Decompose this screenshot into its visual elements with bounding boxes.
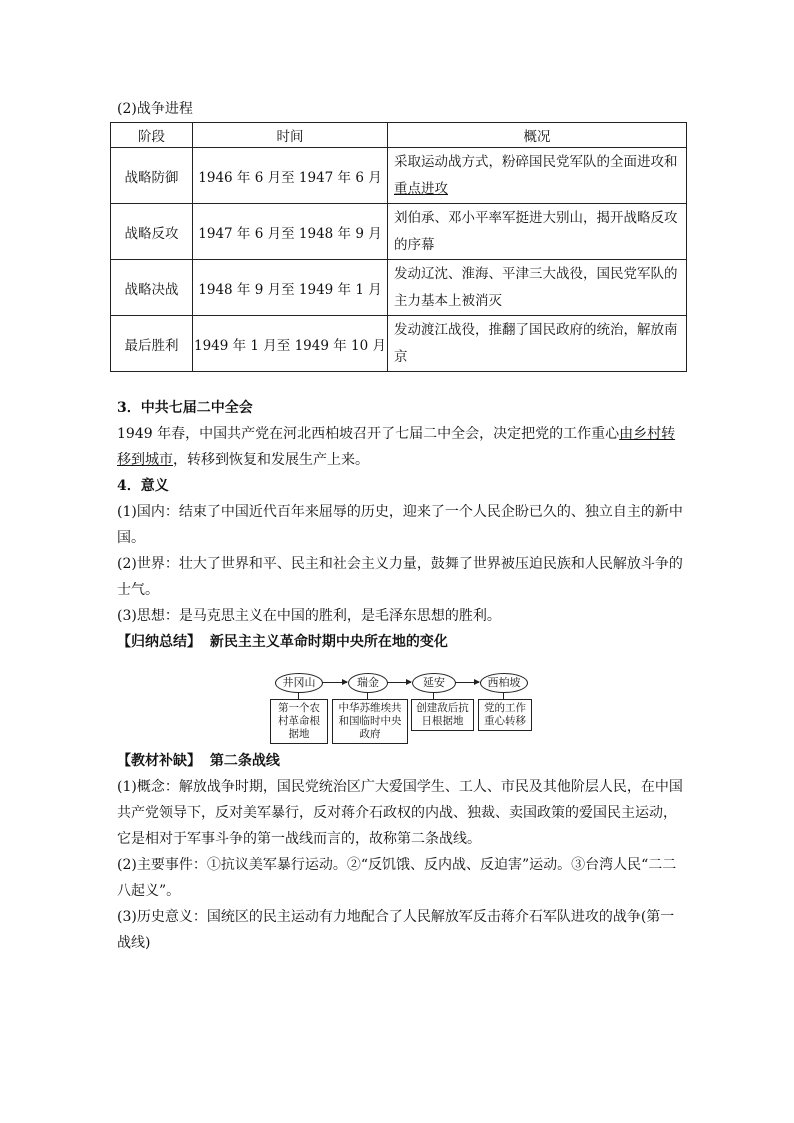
flow-note: 党的工作重心转移: [478, 699, 532, 731]
section-4-title: 4．意义: [117, 478, 169, 494]
flow-node: 延安: [412, 673, 456, 693]
supplement-concept: (1)概念：解放战争时期，国民党统治区广大爱国学生、工人、市民及其他阶层人民，在中国共产党领导下，反对美军暴行，反对蒋介石政权的内战、独裁、卖国政策的爱国民主运动，它是相对于军事斗争的第一战线而言的，故称第二条战线。: [117, 779, 683, 847]
table-row: [111, 260, 687, 316]
flow-note: 第一个农村革命根据地: [270, 699, 328, 744]
time-cell: 1948 年 9 月至 1949 年 1 月: [193, 260, 388, 316]
flow-arrow: [322, 682, 347, 683]
supplement-heading: [117, 748, 687, 774]
stage-cell: 战略决战: [111, 260, 193, 316]
supplement-section: [117, 748, 687, 956]
summary-title: 新民主主义革命时期中央所在地的变化: [209, 634, 448, 650]
war-progress-table: [110, 122, 687, 372]
summary-heading: [117, 629, 687, 655]
flow-node: 西柏坡: [480, 673, 528, 693]
section-3-text: [117, 421, 687, 473]
summary-cell: 刘伯承、邓小平率军挺进大别山，揭开战略反攻的序幕: [388, 204, 687, 260]
supplement-label: 【教材补缺】: [117, 753, 201, 769]
flow-arrow: [387, 682, 411, 683]
table-header-row: [111, 123, 687, 148]
summary-cell: 发动渡江战役，推翻了国民政府的统治，解放南京: [388, 316, 687, 372]
time-cell: 1947 年 6 月至 1948 年 9 月: [193, 204, 388, 260]
section-heading: (2)战争进程: [117, 101, 193, 117]
significance-thought: (3)思想：是马克思主义在中国的胜利，是毛泽东思想的胜利。: [117, 608, 501, 624]
significance-world: (2)世界：壮大了世界和平、民主和社会主义力量，鼓舞了世界被压迫民族和人民解放斗争的士气。: [117, 556, 683, 598]
summary-cell: 发动辽沈、淮海、平津三大战役，国民党军队的主力基本上被消灭: [388, 260, 687, 316]
table-row: [111, 316, 687, 372]
summary-underlined: 重点进攻: [394, 180, 448, 197]
section-3-text-a: 1949 年春，中国共产党在河北西柏坡召开了七届二中全会，决定把党的工作重心: [117, 426, 620, 442]
summary-label: 【归纳总结】: [117, 634, 201, 650]
summary-cell: [388, 148, 687, 204]
flow-node: 井冈山: [275, 673, 323, 693]
table-row: [111, 148, 687, 204]
stage-cell: 最后胜利: [111, 316, 193, 372]
summary-text: 采取运动战方式，粉碎国民党军队的全面进攻和: [394, 153, 678, 170]
section-3-underlined: 由乡村转移到城市: [117, 426, 676, 468]
flow-arrow: [455, 682, 479, 683]
section-3-title: 3．中共七届二中全会: [117, 400, 253, 416]
section-3-text-b: ，转移到恢复和发展生产上来。: [173, 452, 369, 468]
flow-note: 中华苏维埃共和国临时中央政府: [332, 699, 408, 744]
flow-note: 创建敌后抗日根据地: [411, 699, 474, 731]
time-cell: 1946 年 6 月至 1947 年 6 月: [193, 148, 388, 204]
flow-node: 瑞金: [348, 673, 388, 693]
capital-flow-diagram: [270, 668, 530, 748]
header-summary: 概况: [388, 123, 687, 148]
supplement-title: 第二条战线: [209, 753, 280, 769]
time-cell: 1949 年 1 月至 1949 年 10 月: [193, 316, 388, 372]
header-time: 时间: [193, 123, 388, 148]
stage-cell: 战略反攻: [111, 204, 193, 260]
header-stage: 阶段: [111, 123, 193, 148]
supplement-events: (2)主要事件：①抗议美军暴行运动。②“反饥饿、反内战、反迫害”运动。③台湾人民“二二八起义”。: [117, 857, 677, 899]
significance-domestic: (1)国内：结束了中国近代百年来屈辱的历史，迎来了一个人民企盼已久的、独立自主的新中国。: [117, 504, 683, 546]
section-3: [117, 395, 687, 655]
table-row: [111, 204, 687, 260]
stage-cell: 战略防御: [111, 148, 193, 204]
supplement-significance: (3)历史意义：国统区的民主运动有力地配合了人民解放军反击蒋介石军队进攻的战争(第一战线): [117, 909, 675, 951]
